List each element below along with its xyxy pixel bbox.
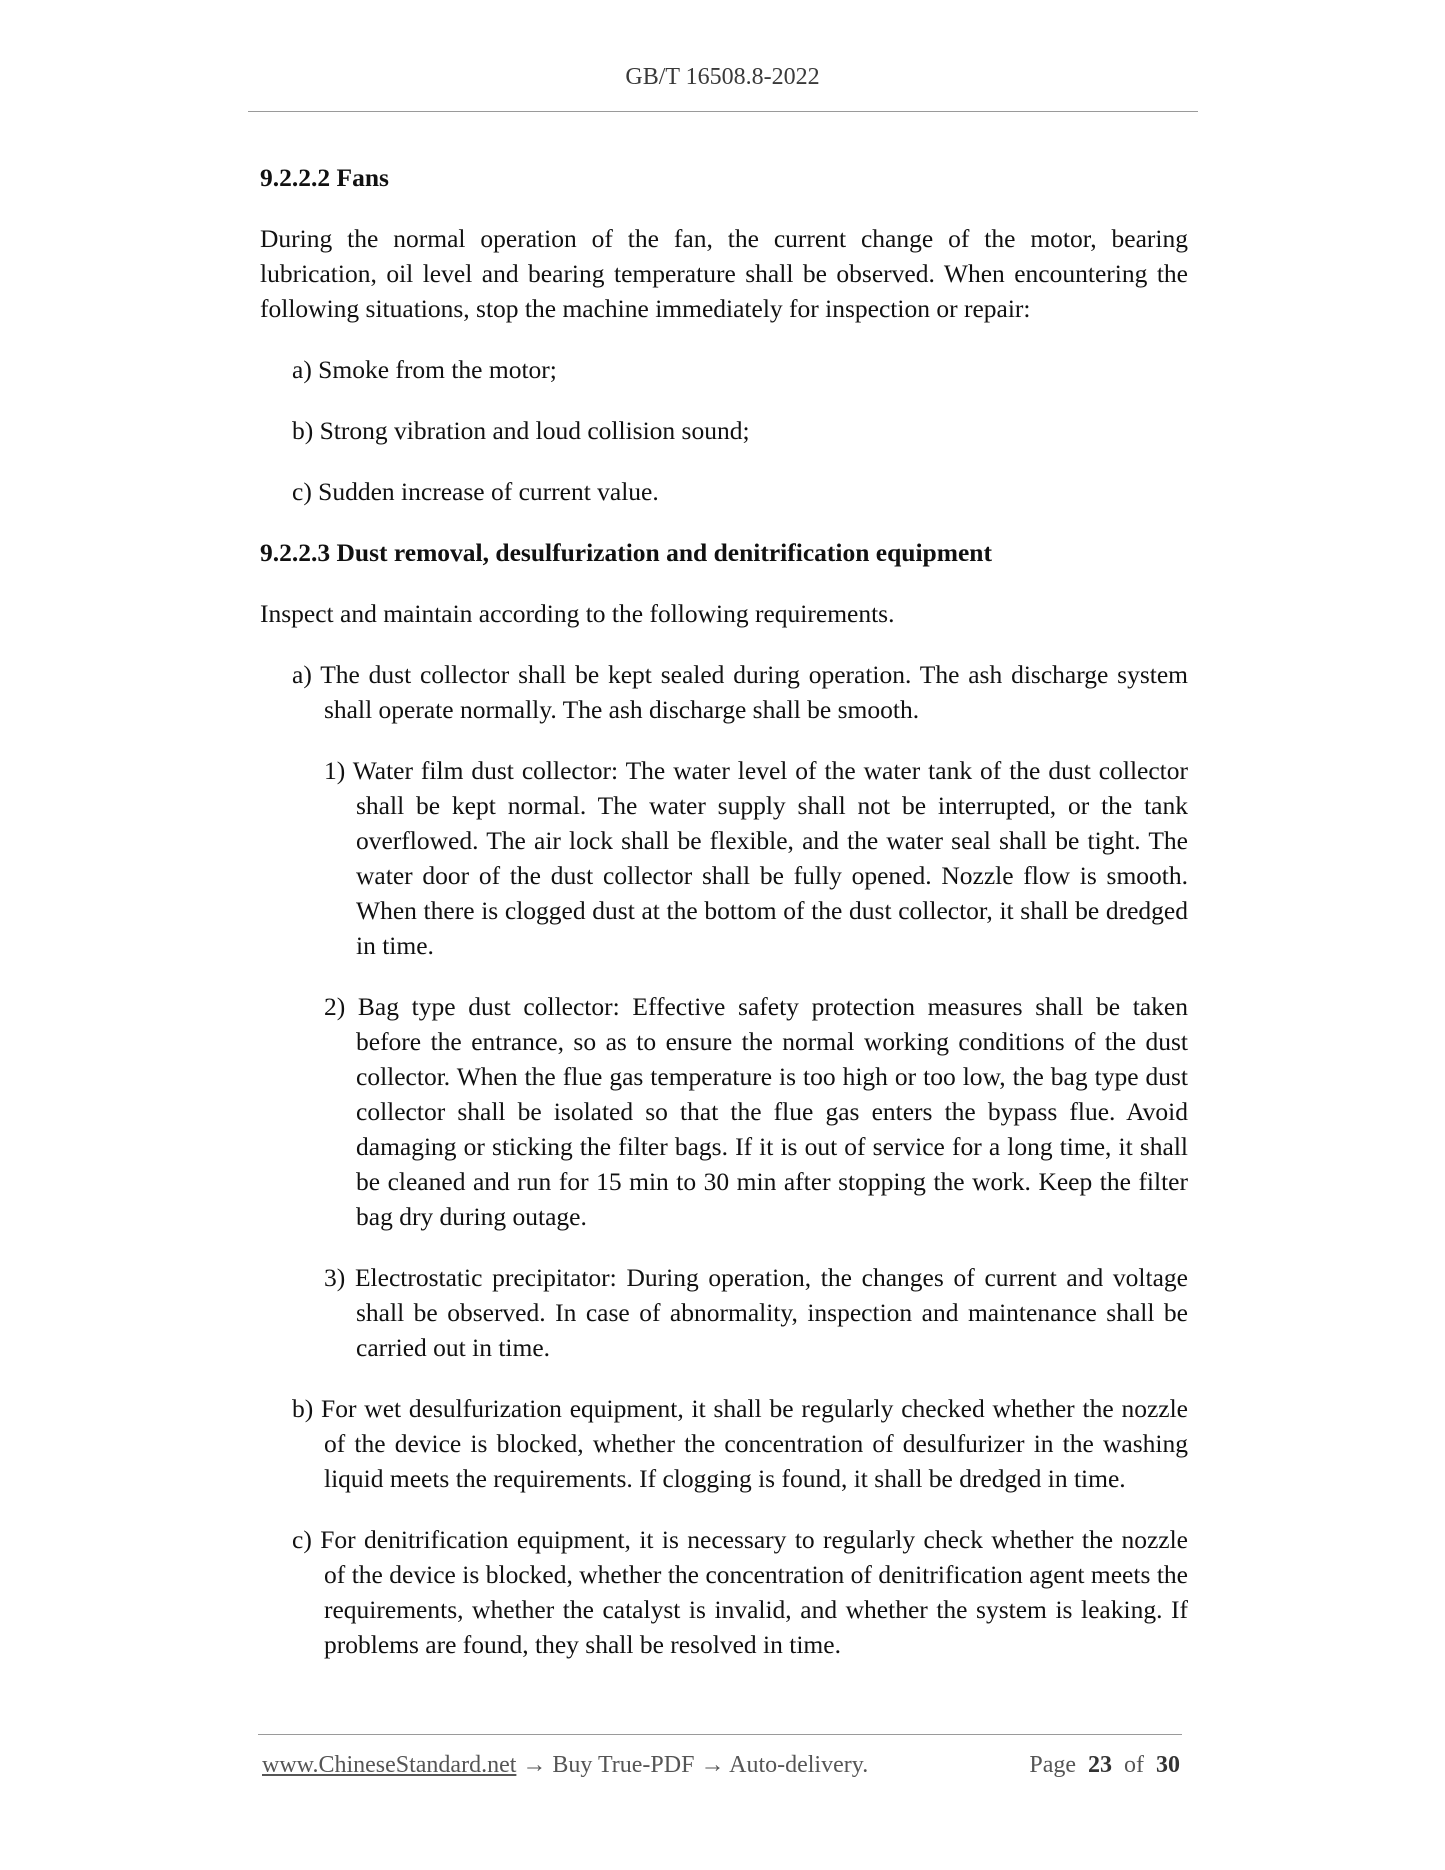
page-of-label: of [1124, 1752, 1144, 1778]
footer-promo [262, 1752, 868, 1779]
fans-intro-paragraph: During the normal operation of the fan, the current change of the motor, bearing lubrication, oil level and bearing temperature shall be observed. When encountering the following situations, stop the machine immediately for inspection or repair: [260, 224, 1188, 323]
page-current: 23 [1088, 1752, 1112, 1778]
page-number [1029, 1752, 1180, 1779]
section-heading-dust-removal: 9.2.2.3 Dust removal, desulfurization and denitrification equipment [260, 538, 992, 567]
promo-text: → Buy True-PDF → Auto-delivery. [516, 1752, 869, 1778]
fans-list-item: b) Strong vibration and loud collision sound; [292, 416, 750, 445]
footer-divider [258, 1734, 1182, 1735]
header-divider [248, 111, 1198, 112]
page-label: Page [1029, 1752, 1076, 1778]
section-heading-fans: 9.2.2.2 Fans [260, 163, 389, 192]
running-header: GB/T 16508.8-2022 [625, 64, 820, 90]
fans-list-item: c) Sudden increase of current value. [292, 477, 659, 506]
fans-list-item: a) Smoke from the motor; [292, 355, 557, 384]
website-link[interactable]: www.ChineseStandard.net [262, 1752, 517, 1778]
dust-list-item-c: c) For denitrification equipment, it is necessary to regularly check whether the nozzle of the device is blocked, whether the concentration of denitrification agent meets the requirements, whether the catalyst is invalid, and whether the system is leaking. If problems are found, they shall be resolved in time. [292, 1525, 1188, 1659]
dust-sub-item: 1) Water film dust collector: The water level of the water tank of the dust collector shall be kept normal. The water supply shall not be interrupted, or the tank overflowed. The air lock shall be flexible, and the water seal shall be tight. The water door of the dust collector shall be fully opened. Nozzle flow is smooth. When there is clogged dust at the bottom of the dust collector, it shall be dredged in time. [324, 756, 1188, 960]
dust-sub-item: 3) Electrostatic precipitator: During operation, the changes of current and voltage shall be observed. In case of abnormality, inspection and maintenance shall be carried out in time. [324, 1263, 1188, 1362]
page-total: 30 [1156, 1752, 1180, 1778]
dust-sub-item: 2) Bag type dust collector: Effective safety protection measures shall be taken before the entrance, so as to ensure the normal working conditions of the dust collector. When the flue gas temperature is too high or too low, the bag type dust collector shall be isolated so that the flue gas enters the bypass flue. Avoid damaging or sticking the filter bags. If it is out of service for a long time, it shall be cleaned and run for 15 min to 30 min after stopping the work. Keep the filter bag dry during outage. [324, 992, 1188, 1231]
dust-list-item-b: b) For wet desulfurization equipment, it shall be regularly checked whether the nozzle of the device is blocked, whether the concentration of desulfurizer in the washing liquid meets the requirements. If clogging is found, it shall be dredged in time. [292, 1394, 1188, 1493]
dust-intro-paragraph: Inspect and maintain according to the following requirements. [260, 599, 895, 628]
document-body [260, 160, 1188, 1662]
dust-list-item-a: a) The dust collector shall be kept sealed during operation. The ash discharge system shall operate normally. The ash discharge shall be smooth. [292, 660, 1188, 724]
